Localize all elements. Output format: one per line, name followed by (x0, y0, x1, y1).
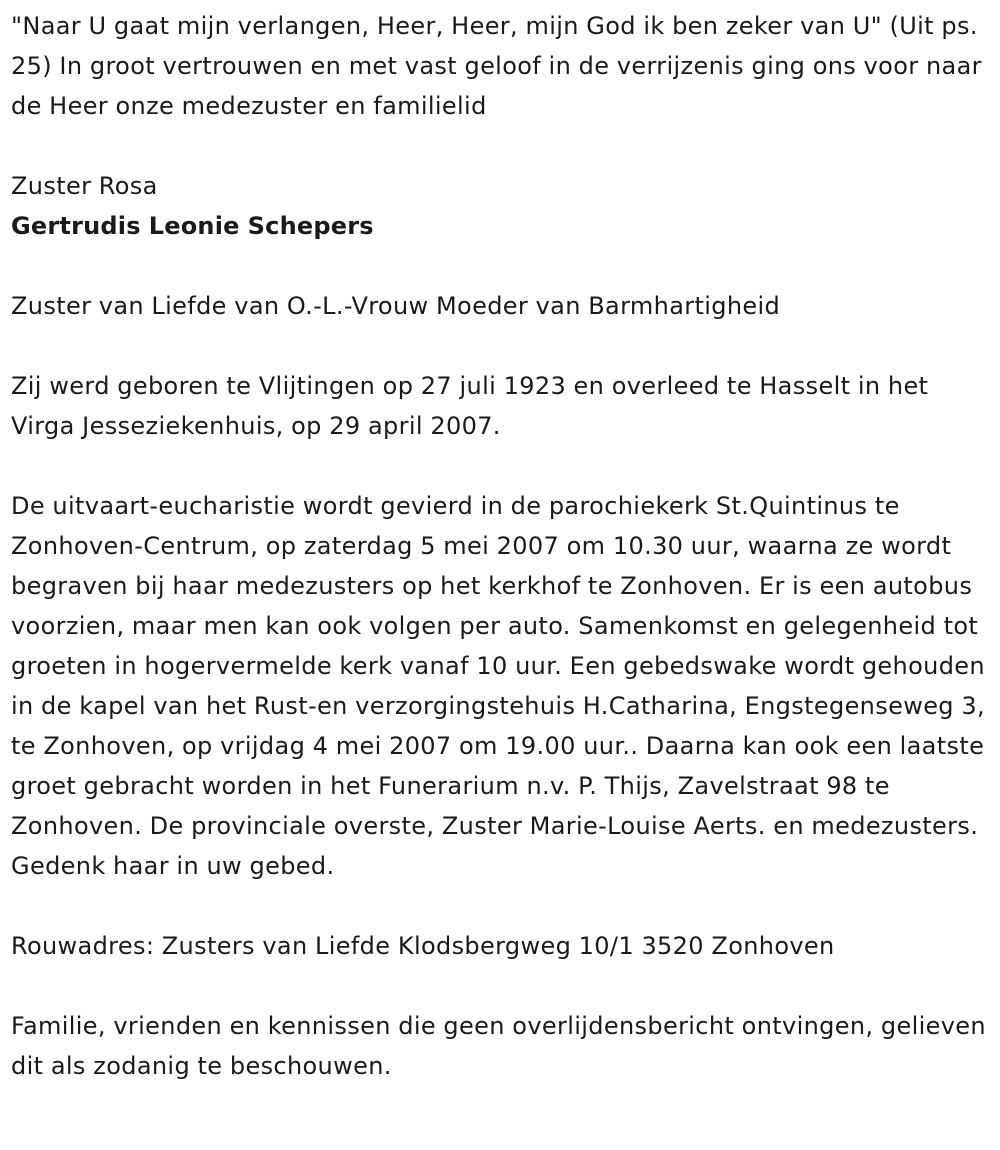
spacer (11, 966, 996, 1006)
closing-paragraph: Familie, vrienden en kennissen die geen overlijdensbericht ontvingen, gelieven dit als zodanig te beschouwen. (11, 1012, 986, 1080)
deceased-full-name: Gertrudis Leonie Schepers (11, 212, 374, 240)
religious-name: Zuster Rosa (11, 172, 158, 200)
obituary-document (11, 6, 996, 1086)
spacer (11, 246, 996, 286)
mourning-address: Rouwadres: Zusters van Liefde Klodsbergweg 10/1 3520 Zonhoven (11, 932, 835, 960)
congregation-line: Zuster van Liefde van O.-L.-Vrouw Moeder van Barmhartigheid (11, 292, 781, 320)
spacer (11, 446, 996, 486)
spacer (11, 126, 996, 166)
spacer (11, 326, 996, 366)
birth-death-paragraph: Zij werd geboren te Vlijtingen op 27 juli 1923 en overleed te Hasselt in het Virga Jesseziekenhuis, op 29 april 2007. (11, 372, 929, 440)
intro-paragraph: "Naar U gaat mijn verlangen, Heer, Heer, mijn God ik ben zeker van U" (Uit ps. 25) In groot vertrouwen en met vast geloof in de verrijzenis ging ons voor naar de Heer onze medezuster en familielid (11, 12, 982, 120)
funeral-paragraph: De uitvaart-eucharistie wordt gevierd in de parochiekerk St.Quintinus te Zonhoven-Centrum, op zaterdag 5 mei 2007 om 10.30 uur, waarna ze wordt begraven bij haar medezusters op het kerkhof te Zonhoven. Er is een autobus voorzien, maar men kan ook volgen per auto. Samenkomst en gelegenheid tot groeten in hogervermelde kerk vanaf 10 uur. Een gebedswake wordt gehouden in de kapel van het Rust-en verzorgingstehuis H.Catharina, Engstegenseweg 3, te Zonhoven, op vrijdag 4 mei 2007 om 19.00 uur.. Daarna kan ook een laatste groet gebracht worden in het Funerarium n.v. P. Thijs, Zavelstraat 98 te Zonhoven. De provinciale overste, Zuster Marie-Louise Aerts. en medezusters. Gedenk haar in uw gebed. (11, 492, 985, 880)
spacer (11, 886, 996, 926)
